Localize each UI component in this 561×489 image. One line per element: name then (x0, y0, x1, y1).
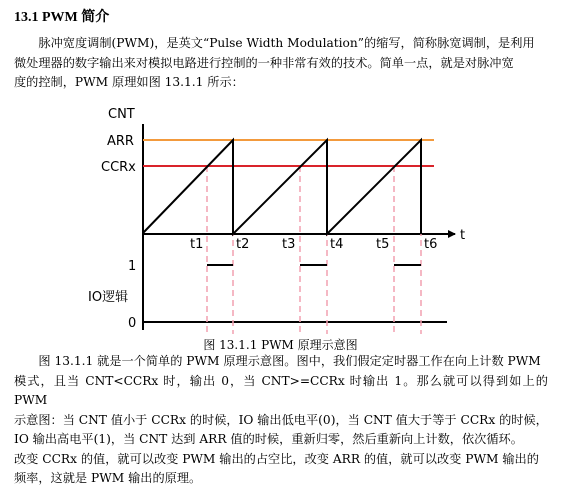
io-axis-label: IO逻辑 (88, 290, 129, 305)
time-label: t5 (376, 237, 390, 252)
x-axis-label: t (460, 228, 466, 243)
io-high-label: 1 (128, 259, 137, 274)
body-line: 示意图：当 CNT 值小于 CCRx 的时候，IO 输出低电平(0)，当 CNT 值大于等于 CCRx 的时候， (14, 412, 548, 427)
body-paragraph (14, 352, 548, 489)
y-axis-label: CNT (108, 107, 135, 122)
time-label: t1 (190, 237, 204, 252)
time-label: t2 (236, 237, 250, 252)
ccrx-label: CCRx (101, 160, 136, 175)
body-line: 模式，且当 CNT<CCRx 时，输出 0，当 CNT>=CCRx 时输出 1。那么就可以得到如上的 PWM (14, 373, 548, 407)
x-axis-arrow (448, 230, 456, 238)
figure-caption: 图 13.1.1 PWM 原理示意图 (203, 338, 358, 352)
time-label: t3 (282, 237, 296, 252)
section-heading: 13.1 PWM 简介 (14, 10, 110, 25)
arr-label: ARR (107, 134, 134, 149)
intro-line: 度的控制，PWM 原理如图 13.1.1 所示： (14, 75, 244, 89)
body-line: 频率，这就是 PWM 输出的原理。 (14, 471, 202, 485)
time-label: t4 (330, 237, 344, 252)
body-line: IO 输出高电平(1)，当 CNT 达到 ARR 值的时候，重新归零，然后重新向上计数，依次循环。 (14, 432, 523, 446)
counter-sawtooth (143, 140, 421, 234)
intro-line: 微处理器的数字输出来对模拟电路进行控制的一种非常有效的技术。简单一点，就是对脉冲宽 (14, 55, 514, 70)
body-line: 图 13.1.1 就是一个简单的 PWM 原理示意图。图中，我们假定定时器工作在向上计数 PWM (38, 354, 541, 368)
time-label: t6 (424, 237, 438, 252)
intro-line: 脉冲宽度调制(PWM)，是英文“Pulse Width Modulation”的缩写，简称脉宽调制，是利用 (38, 36, 535, 50)
io-low-label: 0 (128, 316, 137, 331)
body-line: 改变 CCRx 的值，就可以改变 PWM 输出的占空比，改变 ARR 的值，就可以改变 PWM 输出的 (14, 451, 539, 466)
